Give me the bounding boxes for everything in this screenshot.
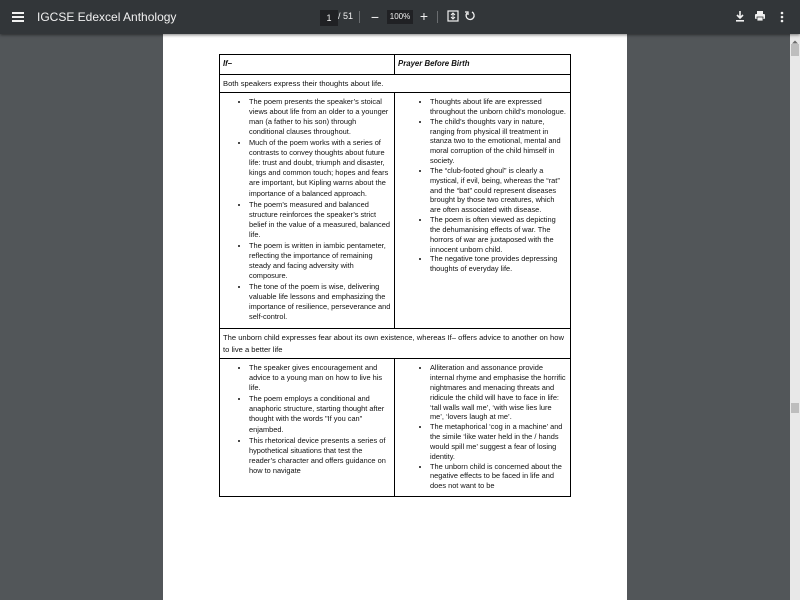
scrollbar-marker — [791, 403, 799, 413]
vertical-scrollbar[interactable] — [790, 34, 800, 600]
prayer-bullet-list — [398, 97, 567, 274]
bullet-point: • Much of the poem works with a series of contrasts to convey thoughts about future life: trust and doubt, triumph and disaster, kings and common touch; hopes and fears are important, but Kipling warns about the importance of a balanced approach. — [249, 138, 391, 198]
bullet-point: • The poem is written in iambic pentameter, reflecting the importance of remaining steady and facing adversity with composure. — [249, 241, 391, 281]
bullet-point: • The “club-footed ghoul” is clearly a mystical, if evil, being, whereas the “rat” and the “bat” could represent diseases brought by those two creatures, which are often associated with disease. — [430, 166, 567, 215]
bullet-point: • The poem presents the speaker’s stoical views about life from an older to a younger man (a father to his son) through conditional clauses throughout. — [249, 97, 391, 137]
if-bullet-list — [223, 97, 391, 322]
scrollbar-thumb[interactable] — [791, 44, 799, 56]
fit-page-icon[interactable] — [446, 9, 460, 23]
if-bullet-list — [223, 363, 391, 476]
bullet-point: • Alliteration and assonance provide internal rhyme and emphasise the horrific nightmares and menacing threats and ridicule the child will have to face in life: ‘tall walls wall me’, ‘with wise lies lure me’, ‘lovers laugh at me’. — [430, 363, 567, 422]
menu-icon[interactable] — [9, 8, 27, 26]
bullet-point: • The poem is often viewed as depicting the dehumanising effects of war. The horrors of war are juxtaposed with the innocent unborn child. — [430, 215, 567, 254]
bullet-point: • The negative tone provides depressing thoughts of everyday life. — [430, 254, 567, 274]
bullet-point: • This rhetorical device presents a series of hypothetical situations that test the reader’s character and offers guidance on how to navigate — [249, 436, 391, 476]
comparison-table — [219, 54, 571, 497]
pdf-toolbar — [0, 0, 800, 34]
prayer-notes-cell-2 — [395, 359, 571, 497]
bullet-point: • The poem employs a conditional and anaphoric structure, starting thought after thought with the words "If you can" enjambed. — [249, 394, 391, 434]
rotate-icon[interactable] — [463, 9, 477, 23]
bullet-point: • The metaphorical ‘cog in a machine’ and the simile ‘like water held in the / hands would spill me’ suggest a fear of losing identity. — [430, 422, 567, 461]
print-icon[interactable] — [753, 9, 767, 23]
page-number-input[interactable] — [320, 10, 338, 26]
more-options-icon[interactable] — [775, 9, 789, 25]
document-viewer[interactable] — [0, 34, 790, 600]
column-header-if: If– — [220, 55, 395, 75]
bullet-point: • Thoughts about life are expressed throughout the unborn child’s monologue. — [430, 97, 567, 117]
toolbar-divider — [359, 11, 360, 23]
comparison-statement-1: Both speakers express their thoughts about life. — [220, 74, 571, 92]
bullet-point: • The speaker gives encouragement and advice to a young man on how to live his life. — [249, 363, 391, 393]
zoom-out-icon[interactable]: − — [370, 9, 380, 25]
zoom-level-input[interactable]: 100% — [387, 10, 413, 24]
comparison-statement-2: The unborn child expresses fear about its own existence, whereas If– offers advice to another on how to live a better life — [220, 329, 571, 359]
document-title: IGCSE Edexcel Anthology — [37, 10, 177, 24]
zoom-in-icon[interactable]: + — [419, 8, 429, 24]
prayer-notes-cell-1 — [395, 92, 571, 328]
if-notes-cell-1 — [220, 92, 395, 328]
bullet-point: • The unborn child is concerned about the negative effects to be faced in life and does not want to be — [430, 462, 567, 492]
download-icon[interactable] — [733, 9, 747, 23]
prayer-bullet-list — [398, 363, 567, 491]
column-header-prayer: Prayer Before Birth — [395, 55, 571, 75]
if-notes-cell-2 — [220, 359, 395, 497]
bullet-point: • The tone of the poem is wise, delivering valuable life lessons and emphasizing the importance of resilience, perseverance and self-control. — [249, 282, 391, 322]
scroll-up-arrow-icon[interactable] — [790, 34, 800, 44]
bullet-point: • The poem’s measured and balanced structure reinforces the speaker’s strict belief in the value of a measured, balanced life. — [249, 200, 391, 240]
bullet-point: • The child’s thoughts vary in nature, ranging from physical ill treatment in stanza two to the emotional, mental and moral corruption of the child himself in society. — [430, 117, 567, 166]
toolbar-divider — [437, 11, 438, 23]
pdf-page — [163, 34, 627, 600]
page-total: / 51 — [338, 11, 354, 21]
